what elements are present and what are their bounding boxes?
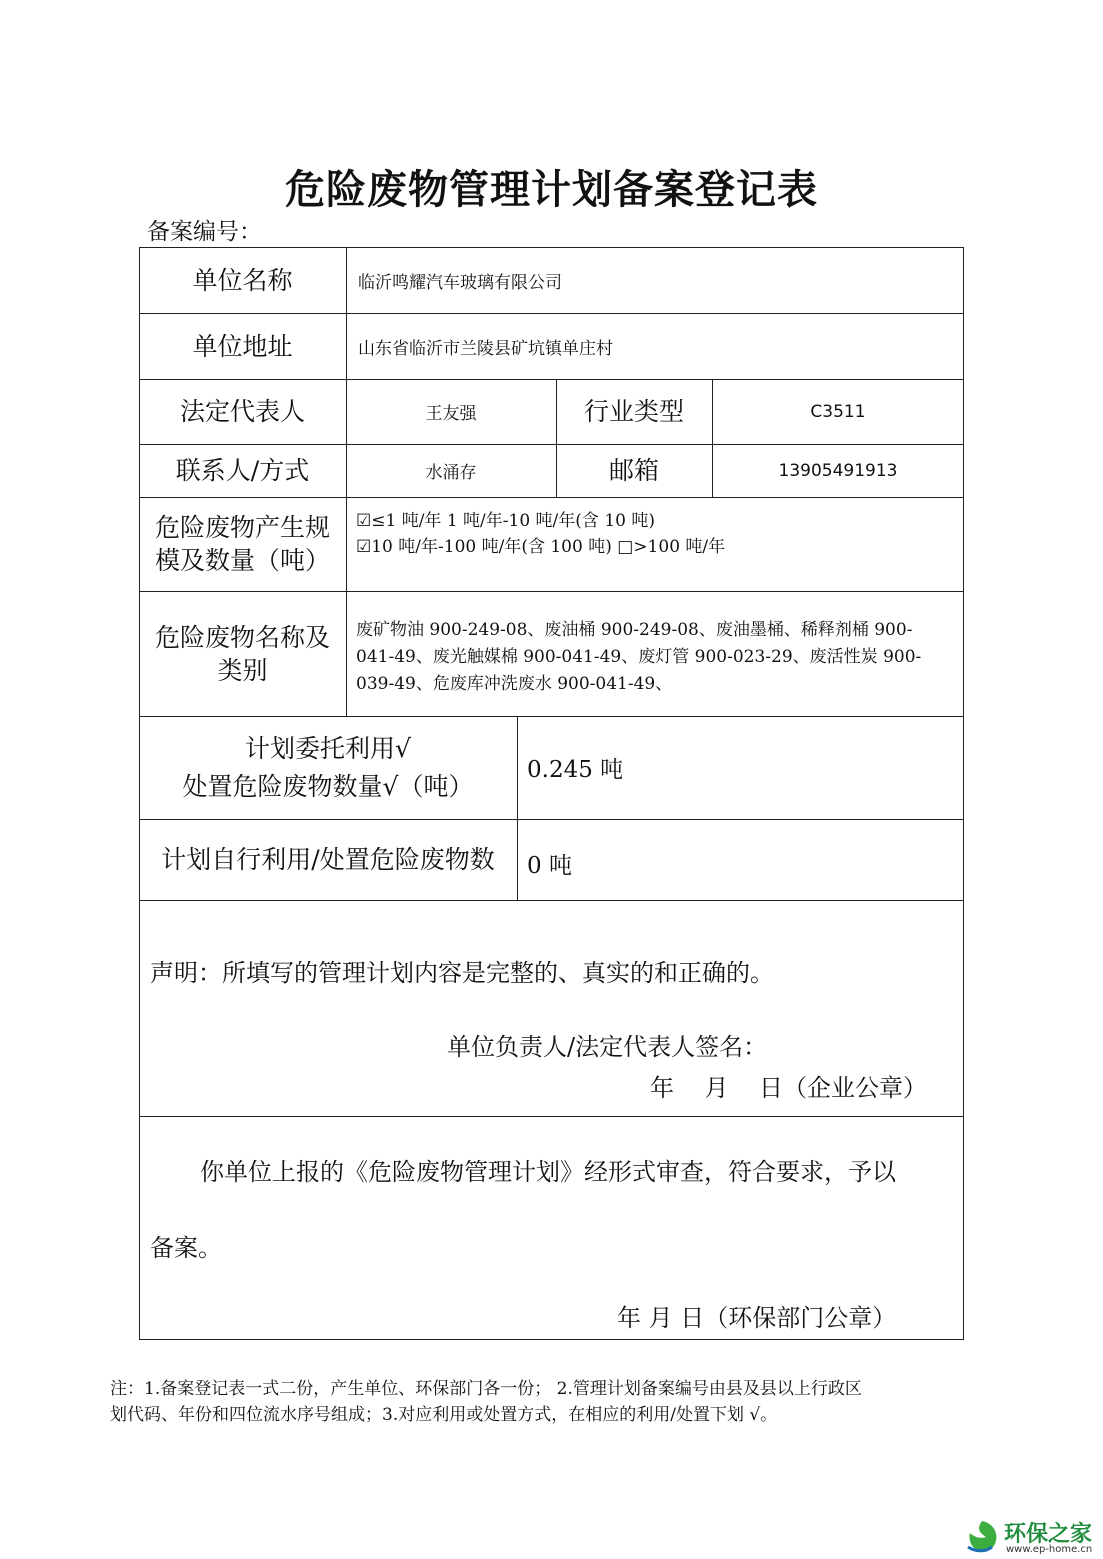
waste-names-line1: 废矿物油 900-249-08、废油桶 900-249-08、废油墨桶、稀释剂桶 900- (356, 620, 913, 640)
self-disposal-value: 0 吨 (527, 853, 572, 879)
entrusted-label-line2: 处置危险废物数量√（吨） (182, 771, 474, 801)
legal-rep-value: 王友强 (425, 404, 477, 424)
approval-date-seal: 年 月 日（环保部门公章） (617, 1304, 897, 1332)
entrusted-label-line1: 计划委托利用√ (245, 733, 411, 763)
footnote-line2: 划代码、年份和四位流水序号组成；3.对应利用或处置方式，在相应的利用/处置下划 √。 (110, 1405, 778, 1425)
contact-label: 联系人/方式 (175, 456, 310, 485)
entrusted-label (139, 716, 517, 819)
watermark-url: www.ep-home.cn (1006, 1544, 1093, 1555)
approval-text-line2: 备案。 (150, 1234, 222, 1262)
footnote-line1: 注：1.备案登记表一式二份，产生单位、环保部门各一份； 2.管理计划备案编号由县及县以上行政区 (110, 1379, 862, 1399)
filing-number-label: 备案编号： (147, 219, 262, 245)
scale-label (139, 497, 346, 591)
declaration-text: 声明：所填写的管理计划内容是完整的、真实的和正确的。 (150, 959, 774, 987)
watermark-logo (962, 1515, 1102, 1559)
page-title: 危险废物管理计划备案登记表 (285, 167, 818, 213)
waste-names-label-line2: 类别 (217, 655, 268, 685)
mailbox-label: 邮箱 (608, 456, 659, 485)
waste-names-line3: 039-49、危废库冲洗废水 900-041-49、 (356, 674, 673, 694)
industry-label: 行业类型 (583, 397, 684, 426)
declaration-signature: 单位负责人/法定代表人签名： (447, 1033, 768, 1061)
scale-options (356, 508, 956, 560)
unit-address-label: 单位地址 (192, 331, 293, 361)
unit-name-label: 单位名称 (192, 265, 293, 295)
footnote (110, 1376, 990, 1428)
contact-value: 水涌存 (425, 463, 477, 483)
watermark-name: 环保之家 (1004, 1522, 1093, 1547)
waste-names-label (139, 591, 346, 716)
waste-names-value (356, 617, 956, 698)
scale-label-line2: 模及数量（吨） (154, 546, 330, 575)
unit-address-value: 山东省临沂市兰陵县矿坑镇单庄村 (358, 338, 613, 359)
scale-option-line2: ☑10 吨/年-100 吨/年(含 100 吨) □>100 吨/年 (356, 537, 726, 557)
industry-value: C3511 (810, 401, 866, 422)
scale-label-line1: 危险废物产生规 (154, 513, 330, 542)
leaf-icon (962, 1517, 1002, 1557)
row-divider (139, 900, 964, 901)
declaration-date-seal: 年 月 日（企业公章） (650, 1074, 928, 1102)
self-disposal-label: 计划自行利用/处置危险废物数 (161, 845, 495, 874)
entrusted-value: 0.245 吨 (527, 757, 624, 783)
waste-names-label-line1: 危险废物名称及 (154, 622, 330, 652)
waste-names-line2: 041-49、废光触媒棉 900-041-49、废灯管 900-023-29、废活性炭 900- (356, 647, 922, 667)
mailbox-value: 13905491913 (778, 460, 898, 481)
row-divider (139, 1116, 964, 1117)
scale-option-line1: ☑≤1 吨/年 1 吨/年-10 吨/年(含 10 吨) (356, 511, 655, 531)
approval-text-line1: 你单位上报的《危险废物管理计划》经形式审查，符合要求，予以 (200, 1158, 896, 1186)
legal-rep-label: 法定代表人 (179, 397, 305, 426)
unit-name-value: 临沂鸣耀汽车玻璃有限公司 (358, 272, 562, 293)
